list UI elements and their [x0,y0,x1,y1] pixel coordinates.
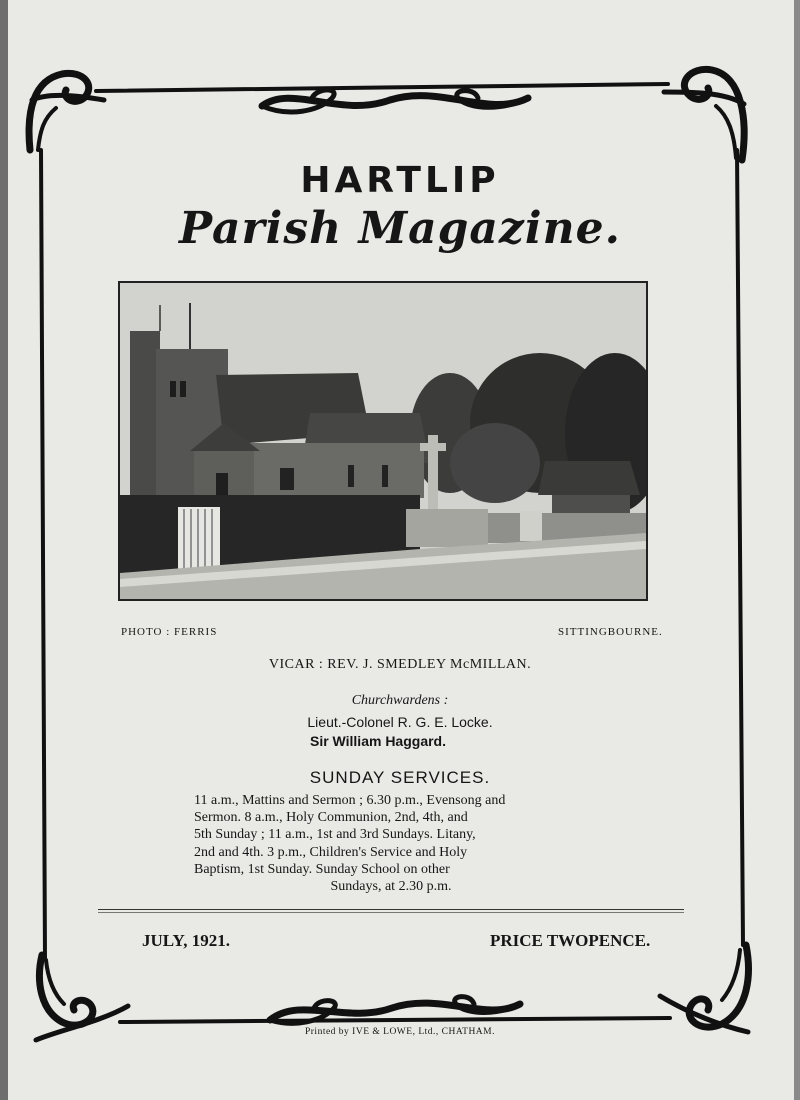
services-line: 5th Sunday ; 11 a.m., 1st and 3rd Sundays. Litany, [194,827,476,843]
church-photograph [118,281,648,601]
issue-price: PRICE TWOPENCE. [490,931,651,950]
divider-rule [98,909,684,910]
services-line: Sundays, at 2.30 p.m. [330,879,452,895]
magazine-subtitle: Parish Magazine. [179,203,621,254]
churchwardens-heading: Churchwardens : [351,693,449,708]
printer-imprint: Printed by IVE & LOWE, Ltd., CHATHAM. [304,1027,495,1037]
services-text [194,792,588,895]
churchwarden-name: Sir William Haggard. [309,733,446,749]
photo-credit-location: SITTINGBOURNE. [558,626,663,638]
services-line: Sermon. 8 a.m., Holy Communion, 2nd, 4th, and [194,810,468,826]
churchwarden-name: Lieut.-Colonel R. G. E. Locke. [307,714,493,730]
magazine-title: HARTLIP [300,160,500,201]
services-line: 11 a.m., Mattins and Sermon ; 6.30 p.m., Evensong and [194,793,506,808]
services-line: Baptism, 1st Sunday. Sunday School on other [194,861,450,877]
photo-credit-photographer: PHOTO : FERRIS [121,626,218,638]
services-line: 2nd and 4th. 3 p.m., Children's Service and Holy [194,844,468,860]
vicar-line: VICAR : REV. J. SMEDLEY McMILLAN. [268,657,532,672]
church-photo-illustration [120,283,646,599]
services-heading: SUNDAY SERVICES. [309,768,491,787]
issue-date: JULY, 1921. [142,931,231,950]
divider-rule [98,912,684,913]
